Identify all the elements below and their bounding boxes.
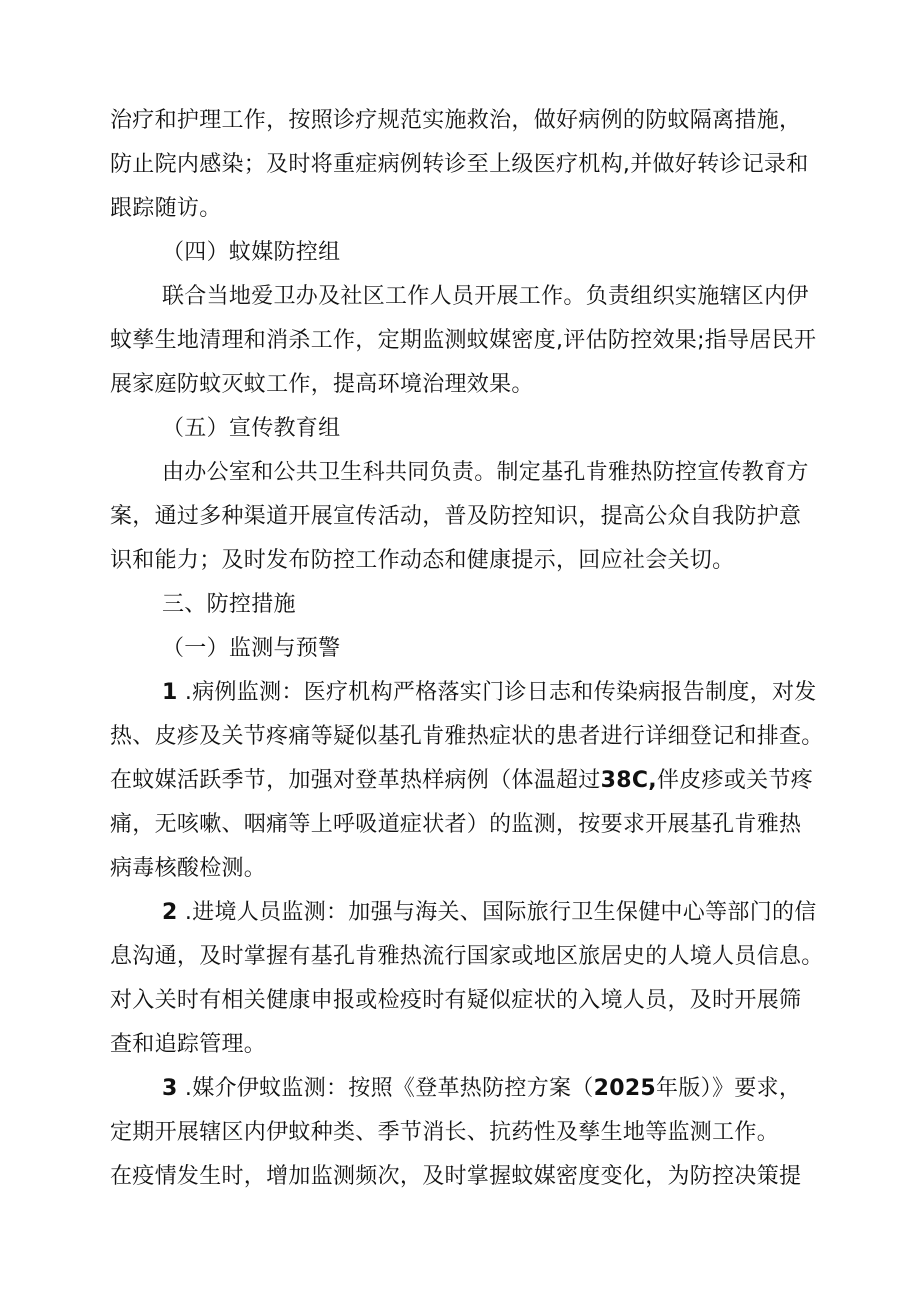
edition-year: 2025 (593, 1076, 657, 1101)
heading-text: （一）监测与预警 (162, 636, 341, 661)
temperature-value: 38C, (600, 768, 657, 793)
line-text: .进境人员监测：加强与海关、国际旅行卫生保健中心等部门的信 (177, 900, 817, 925)
text-line (110, 194, 222, 224)
section-heading (162, 634, 340, 664)
line-text-after: 年版）》要求， (656, 1076, 802, 1101)
line-text-after: 伴皮疹或关节疼 (656, 768, 814, 793)
item-number: 2 (162, 900, 178, 925)
text-line (162, 678, 817, 708)
text-line (162, 898, 817, 928)
line-text: 查和追踪管理。 (110, 1032, 267, 1057)
line-text: 防止院内感染；及时将重症病例转诊至上级医疗机构,并做好转诊记录和 (110, 152, 809, 177)
line-text: .媒介伊蚊监测：按照《登革热防控方案（ (177, 1076, 594, 1101)
line-text: 识和能力；及时发布防控工作动态和健康提示，回应社会关切。 (110, 548, 735, 573)
text-line (110, 722, 824, 752)
line-text: 在疫情发生时，增加监测频次，及时掌握蚊媒密度变化，为防控决策提 (110, 1164, 802, 1189)
text-line (110, 986, 801, 1016)
text-line (110, 942, 824, 972)
line-text: 定期开展辖区内伊蚊种类、季节消长、抗药性及孳生地等监测工作。 (110, 1120, 780, 1145)
text-line (110, 546, 734, 576)
text-line (162, 282, 809, 312)
line-text: 对入关时有相关健康申报或检疫时有疑似症状的入境人员，及时开展筛 (110, 988, 802, 1013)
text-line (110, 766, 813, 796)
text-line (110, 502, 801, 532)
text-line (110, 106, 801, 136)
heading-text: （五）宣传教育组 (162, 416, 341, 441)
item-number: 1 (162, 680, 178, 705)
text-line (162, 1074, 801, 1104)
line-text: 案，通过多种渠道开展宣传活动，普及防控知识，提高公众自我防护意 (110, 504, 802, 529)
line-text: 蚊孳生地清理和消杀工作，定期监测蚊媒密度,评估防控效果;指导居民开 (110, 328, 817, 353)
line-text: 息沟通，及时掌握有基孔肯雅热流行国家或地区旅居史的人境人员信息。 (110, 944, 824, 969)
line-text: 痛，无咳嗽、咽痛等上呼吸道症状者）的监测，按要求开展基孔肯雅热 (110, 812, 802, 837)
text-line (162, 458, 809, 488)
line-text: 跟踪随访。 (110, 196, 222, 221)
section-heading (162, 414, 340, 444)
text-line (110, 810, 801, 840)
line-text: 联合当地爱卫办及社区工作人员开展工作。负责组织实施辖区内伊 (162, 284, 809, 309)
text-line (110, 1162, 801, 1192)
line-text: 病毒核酸检测。 (110, 856, 267, 881)
text-line (110, 1118, 779, 1148)
line-text: 在蚊媒活跃季节，加强对登革热样病例（体温超过 (110, 768, 601, 793)
text-line (110, 370, 534, 400)
line-text: 由办公室和公共卫生科共同负责。制定基孔肯雅热防控宣传教育方 (162, 460, 809, 485)
text-line (110, 326, 816, 356)
line-text: 展家庭防蚊灭蚊工作，提高环境治理效果。 (110, 372, 534, 397)
line-text: 治疗和护理工作，按照诊疗规范实施救治，做好病例的防蚊隔离措施， (110, 108, 802, 133)
text-line (110, 150, 809, 180)
heading-text: 三、防控措施 (162, 592, 296, 617)
text-line (110, 1030, 266, 1060)
item-number: 3 (162, 1076, 178, 1101)
line-text: 热、皮疹及关节疼痛等疑似基孔肯雅热症状的患者进行详细登记和排查。 (110, 724, 824, 749)
text-line (110, 854, 266, 884)
chapter-heading (162, 590, 296, 620)
line-text: .病例监测：医疗机构严格落实门诊日志和传染病报告制度，对发 (177, 680, 817, 705)
section-heading (162, 238, 340, 268)
heading-text: （四）蚊媒防控组 (162, 240, 341, 265)
